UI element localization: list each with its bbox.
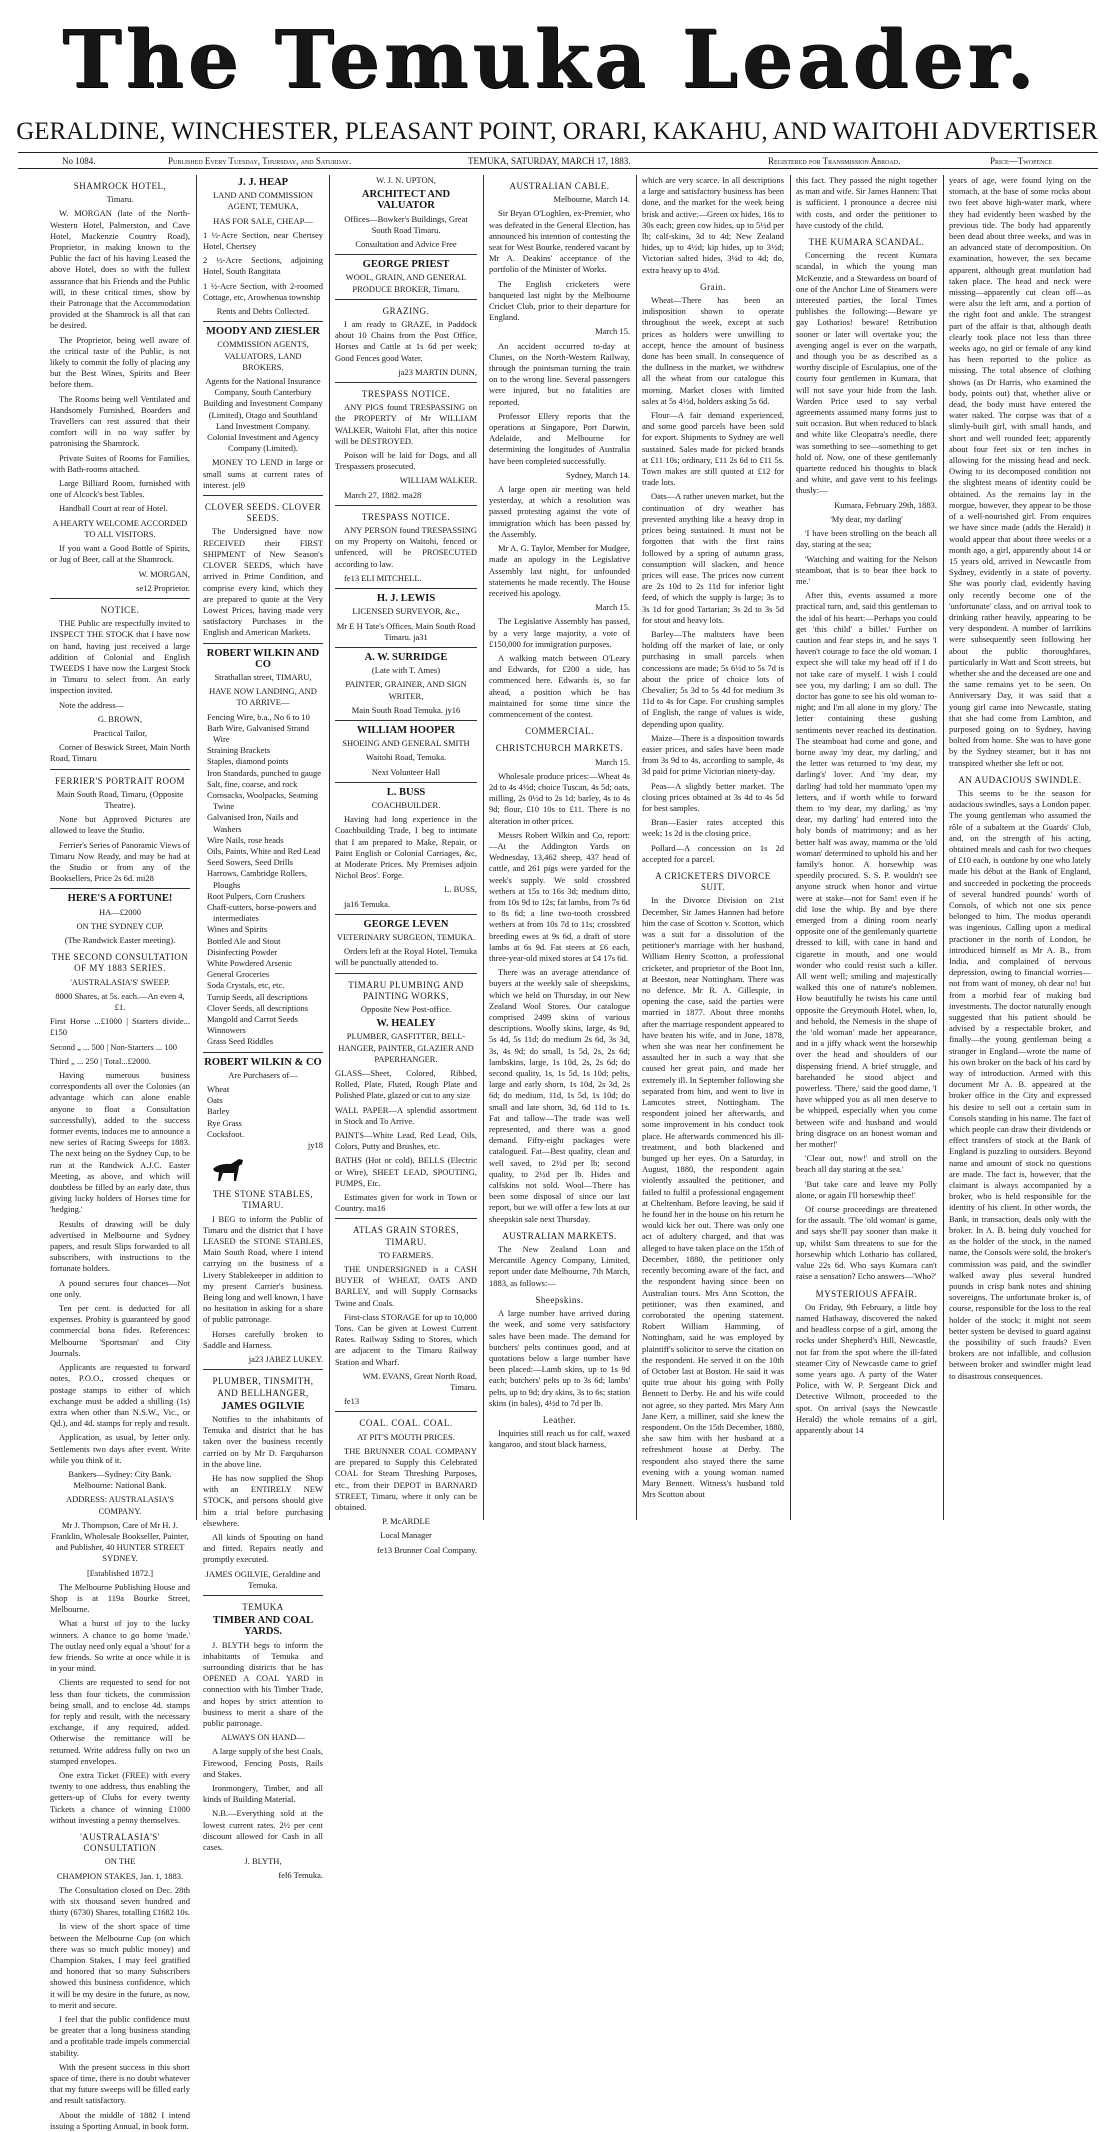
dateline: March 15.: [595, 756, 630, 767]
column-rule: [790, 175, 791, 1520]
ad-text: LICENSED SURVEYOR, &c.,: [352, 606, 460, 617]
ad-text: PLUMBER, GASFITTER, BELL-HANGER, PAINTER, GLAZIER AND PAPERHANGER.: [338, 1031, 474, 1064]
article-paragraph: The Legislative Assembly has passed, by a very large majority, a vote of £150,000 for immigration purposes.: [489, 616, 630, 649]
list-item: Wheat: [207, 1084, 230, 1095]
ad-text: 2 ½-Acre Sections, adjoining Hotel, South Rangitata: [203, 255, 323, 277]
letter-line: 'I have been strolling on the beach all day, staring at the sea;: [796, 528, 937, 550]
ad-text: Are Purchasers of—: [228, 1069, 298, 1080]
article-paragraph: This seems to be the season for audacious swindles, says a London paper. The young gentleman who assumed the rôle of a subaltern at the Guards' Club, and, on the strength of his acting, obtained meals and cash for two cheques of £10 each, is outdone by one who lately made his début at the Bank of England, and succeeded in pocketing the proceeds of several hundred pounds' worth of Consols, of which not one six pence belonged to him. The modus operandi was ingenious. Calling upon a medical practioner in the north of London, he introduced himself as Mr A. B., from India, and complained of nervous depression, owing to financial worries—not from want of money, oh dear no! but from a morbid fear of making bad investments. The doctor naturally enough suggested that his patient should be advised by a respectable broker, and finally—the young gentleman being a stranger in England—wrote the name of his own broker on the back of his card by way of introduction. Armed with this document Mr A. B. appeared at the broker office in the City and expressed his desire to sell out a certain sum in Consols standing in his name. The fact of which people can draw their dividends or effect transfers of stock at the Bank of England is puzzling to outsiders. Beyond name and amount of stock no questions are made. The fact is, however, that the claimant is always accompanied by a broker, who is held responsible for the identity of his client. In other words, the Bank, in transaction, deals only with the broker. In A. B. being duly vouched for as the holder of the stock, in the named name, the Consols were sold, the broker's commission was paid, and the swindler walked away plus several hundred pounds in crisp bank notes and shining sovereigns. The unfortunate broker is, of course, responsible for the loss to the real holder of the stock; it might not seem better system be devised to guard against the possibility of such frauds? Even brokers are not infallible, and collusion between broker and swindler might lead to disastrous consequences.: [949, 787, 1091, 1381]
list-item: Chaff-cutters, horse-powers and intermediates: [207, 901, 317, 924]
ad-text: None but Approved Pictures are allowed to leave the Studio.: [50, 814, 190, 836]
section-subheading: Leather.: [542, 1414, 577, 1425]
article-paragraph: this fact. They passed the night together as man and wife. Sir James Hannen: That is sufficient. I pronounce a decree nisi with costs, and order the petitioner to have custody of the child.: [796, 175, 938, 230]
article-paragraph: Barley—The maltsters have been holding off the market of late, or only purchasing in small parcels when concessions are made; 5s 6½d to 5s 7d is about the price of choice lots of Chevalier; 5s 3d to 5s 4d for medium 3s 11d to 4s for Cape. For crushing samples of English, the range of values is wide, depending upon quality.: [642, 628, 784, 729]
list-item: Disinfecting Powder: [207, 946, 278, 957]
dateline: March 15.: [595, 326, 630, 337]
ad-heading: WILLIAM HOOPER: [356, 724, 456, 736]
article-paragraph: Oats—A rather uneven market, but the continuation of dry weather has prevented anything like a heavy drop in prices being sustained. It must not be forgotten that with the first rains followed by a spring of autumn grass, consumption will slacken, and hence prices will ease. The prices now current are 2s 10d to 2s 11d for inferior light feed, of which the supply is large; 3s to 3s 1d for good Tartarian; 3s 2d to 3s 5d for stout and heavy lots.: [642, 491, 784, 625]
list-item: Seed Sowers, Seed Drills: [207, 857, 293, 868]
ad-text: If you want a Good Bottle of Spirits, or Jug of Beer, call at the Shamrock.: [50, 543, 190, 565]
ad-text: Main South Road, Timaru, (Opposite Theatre).: [56, 788, 184, 810]
ad-text: ALWAYS ON HAND—: [221, 1732, 305, 1743]
ad-text: I am ready to GRAZE, in Paddock about 10 Chains from the Post Office, Horses and Cattle at 1s 6d per week; Good Fences good Water.: [335, 319, 477, 363]
ad-text: Strathallan street, TIMARU,: [214, 671, 312, 682]
price: Price—Twopence: [990, 156, 1053, 166]
list-item: Wire Nails, rose heads: [207, 834, 284, 845]
dateline: Melbourne, March 14.: [553, 194, 630, 205]
column-rule: [196, 175, 197, 1520]
ad-signature: ja23 JABEZ LUKEY.: [203, 1354, 323, 1370]
list-item: Clover Seeds, all descriptions: [207, 1002, 309, 1013]
ad-heading: ROBERT WILKIN AND CO: [206, 647, 320, 670]
article-paragraph: After this, events assumed a more practical turn, and, said this gentleman to the idol of his heart:—Perhaps you could get 'this child' a billet.' Further on caution and fear steps in, and he says 'I haven't courage to face the old woman. I expect she will take my head off if I do not take care of myself. I wish I could see you, my darling; I am so dull. The doctor has gone to see his old woman to-night; and I'm all alone in my glory.' The letter containing these gushing sentiments never reached its destination. The steamboat had come and gone, and borne away 'my dear, my darling,' and the letter was returned to 'my dear, my darling's' lover. And 'my dear, my darling' had told her mammato 'open my letters, and if worth while to forward them to 'my dear, my darling,' as 'my dear, my darling' had entered into the holy bonds of matrimony; and as her better half was away, mamma or the 'old woman' determined to uphold his and her family's honor. A horsewhip was speedily procured. S. S. P. wouldn't see anyone struck when honor and virtue were at stake—not for Sam! even if he did lose the whip. By and bye there emerged from a dining room nearly opposite one of the gentlemanly quartette dressed to kill, with cane in hand and cigarette in mouth, and one would wonder who could resist such a killer. All went well; smiling and majestically walked this one of nature's noblemen. How beautifully he twists his cane until opposite the Greymouth Hotel, when, lo, and behold, the Nemesis in the shape of the 'old woman' made her appearance, and in a jiffy whack went the horsewhip over the head and shoulders of our dispensing friend. A brief struggle, and barehanded he stood abject and powerless. 'There,' said the good dame, 'I have whipped you as all men deserve to be whipped, especially when you come between wife and husband and would bring disgrace on an honest woman and her mother!': [796, 590, 937, 1150]
ad-text: W. J. N. UPTON,: [376, 175, 436, 185]
ad-text: GLASS—Sheet, Colored, Ribbed, Rolled, Plate, Fluted, Rough Plate and Polished Plate, glazed or cut to any size: [335, 1068, 477, 1101]
ad-signature: WILLIAM WALKER.: [399, 475, 477, 486]
ad-text: The Melbourne Publishing House and Shop is at 119a Bourke Street, Melbourne.: [50, 1581, 190, 1615]
article-paragraph: Sir Bryan O'Loghlen, ex-Premier, who was defeated in the General Election, has announced his intention of contesting the seat for West Bourke, rendered vacant by Mr A. Deakins' acceptance of the portfolio of the Minister of Works.: [489, 208, 630, 275]
ad-heading: H. J. LEWIS: [376, 593, 436, 605]
article-paragraph: Concerning the recent Kumara scandal, in which the young man McKenzie, and a Stewardess on board of one of the Anchor Line of Steamers were interested parties, the local Times publishes the following:—Beware ye gay Lotharios! beware! Retribution sooner or later will overtake you; the avenging angel is ever on the warpath, and though you be as described as a worthy disciple of Esculapius, one of the courty four gentlemen in Kumara, that will not save your hide from the lash. Warden Price used to say verbal agreements assumed many forms just to suit occasion. But when reduced to black and white like Cleopatra's needle, there was something to see—something to get hold of. Now, one of these gentlemanly quartette reduced his thoughts to black and white, and gave vent to his feelings thusly:—: [796, 250, 937, 496]
ad-text: 'AUSTRALASIA'S' SWEEP.: [70, 976, 170, 987]
ad-signature: fe13 Brunner Coal Company.: [376, 1544, 477, 1555]
ad-text: Estimates given for work in Town or Country. ma16: [335, 1192, 477, 1219]
ad-text: THE UNDERSIGNED is a CASH BUYER of WHEAT, OATS AND BARLEY, and will Supply Cornsacks Twine and Coals.: [335, 1264, 477, 1308]
ad-text: In view of the short space of time between the Melbourne Cup (on which there was so much public money) and Champion Stakes, I may feel gratified and honored that so many Subscribers showed this business confidence, which it will be my desire in the future, as now, to merit and secure.: [50, 1921, 190, 2010]
column-4: [489, 175, 630, 1520]
newspaper-title: The Temuka Leader.: [61, 12, 1039, 106]
ad-text: ON THE: [104, 1856, 136, 1867]
column-rule: [329, 175, 330, 1520]
column-5: [642, 175, 784, 1520]
horse-icon: [209, 1155, 249, 1183]
ad-text: I feel that the public confidence must be greater that a long business standing and a profitable trade impels commercial stability.: [50, 2014, 190, 2058]
ad-signature: L. BUSS,: [444, 884, 477, 895]
article-paragraph: 'But take care and leave my Polly alone, or again I'll horsewhip thee!': [796, 1178, 937, 1200]
ad-text: W. MORGAN (late of the North-Western Hotel, Palmerston, and Cave Hotel, Mackenzie Country Road), Proprietor, in making known to the Public the fact of his having Leased the above Hotel, does so with the fullest assurance that his Friends and the Public will, in these critical times, show by their Patronage that the Accommodation provided at the Shamrock is all that can be desired.: [50, 208, 190, 331]
column-rule: [483, 175, 484, 1520]
list-item: Cornsacks, Woolpacks, Seaming Twine: [207, 789, 319, 812]
article-paragraph: Wheat—There has been an indisposition shown to operate throughout the week, except at such prices as holders were unwilling to accept, hence the amount of business done has been small. In consequence of the dullness in the market, we withdrew all the wheat from our catalogue this morning. Market closes with limited sales at 5s 4½d, holders asking 5s 6d.: [642, 295, 784, 406]
section-heading: AN AUDACIOUS SWINDLE.: [958, 774, 1082, 785]
ad-text: Main South Road Temuka. jy16: [335, 705, 477, 721]
ad-heading: ATLAS GRAIN STORES, TIMARU.: [352, 1225, 460, 1247]
dateline: Sydney, March 14.: [565, 469, 630, 480]
article-paragraph: Pollard—A concession on 1s 2d accepted for a parcel.: [642, 842, 784, 864]
column-1: [50, 175, 191, 2131]
article-paragraph: An accident occurred to-day at Clunes, on the North-Western Railway, through the pointsman turning the train on to the wrong line. Several passengers were injured, but no fatalities are reported.: [489, 340, 630, 407]
ad-text: Large Billiard Room, furnished with one of Alcock's best Tables.: [50, 478, 190, 500]
ad-text: Poison will be laid for Dogs, and all Trespassers prosecuted.: [335, 450, 477, 472]
article-paragraph: The English cricketers were banqueted last night by the Melbourne Cricket Club, prior to their departure for England.: [489, 278, 630, 323]
ad-text: COACHBUILDER.: [371, 799, 441, 810]
ad-text: TO FARMERS.: [378, 1249, 434, 1260]
ad-text: THE BRUNNER COAL COMPANY are prepared to Supply this Celebrated COAL for Steam Threshing Purposes, etc., from their DEPOT in BARNARD STREET, Timaru, where it only can be obtained.: [335, 1445, 477, 1512]
ad-heading: PLUMBER, TINSMITH, AND BELLHANGER,: [212, 1376, 314, 1398]
ad-text: ON THE SYDNEY CUP.: [76, 920, 164, 931]
article-paragraph: On Friday, 9th February, a little boy named Hathaway, discovered the naked and headless corpse of a girl, among the rocks under Shepherd's Hill, Newcastle, not far from the spot where the ill-fated steamer City of Newcastle came to grief some years ago. A party of the Water Police, with W. P. Sergeant Dick and Detective Wilmott, proceeded to the spot. On arrival (says the Newcastle Herald) the whole remains of a girl, apparently about 14: [796, 1301, 937, 1435]
ad-heading: NOTICE.: [100, 604, 140, 615]
ad-text: COMMISSION AGENTS, VALUATORS, LAND BROKERS.: [217, 339, 309, 372]
ad-heading: THE SECOND CONSULTATION OF MY 1883 SERIES.: [51, 952, 189, 974]
ad-signature: JAMES OGILVIE, Geraldine and Temuka.: [203, 1569, 323, 1596]
ad-text: Application, as usual, by letter only. Settlements two days after event. Write while you think of it.: [50, 1432, 190, 1465]
ad-text: Second „ ... 500 | Non-Starters ... 100: [50, 1041, 178, 1052]
ad-heading: HERE'S A FORTUNE!: [67, 893, 173, 905]
list-item: Staples, diamond points: [207, 756, 289, 767]
ad-heading: GEORGE LEVEN: [363, 918, 449, 930]
list-item: Winnowers: [207, 1025, 246, 1036]
column-6: [796, 175, 937, 1520]
article-paragraph: Bran—Easier rates accepted this week; 1s 2d is the closing price.: [642, 817, 784, 839]
ad-heading: SHAMROCK HOTEL,: [73, 181, 167, 191]
ad-text: CHAMPION STAKES, Jan. 1, 1883.: [56, 1870, 184, 1881]
ad-signature: ja23 MARTIN DUNN,: [335, 367, 477, 383]
ad-text: WALL PAPER—A splendid assortment in Stock and To Arrive.: [335, 1104, 477, 1126]
article-paragraph: Wholesale produce prices:—Wheat 4s 2d to 4s 4½d; choice Tuscan, 4s 5d; oats, milling, 2s 0½d to 2s 1d; barley, 4s to 4s 9d; flour, £10 10s to £11. There is no alteration in other prices.: [489, 770, 630, 826]
column-2: [203, 175, 323, 1881]
column-rule: [636, 175, 637, 1520]
ad-text: Handball Court at rear of Hotel.: [59, 503, 168, 514]
ad-text: 8000 Shares, at 5s. each.—An even 4, £1.: [55, 990, 185, 1012]
registration-note: Registered for Transmission Abroad.: [768, 156, 901, 166]
list-item: Galvanised Iron, Nails and Washers: [207, 812, 299, 834]
section-heading: A CRICKETERS DIVORCE SUIT.: [655, 870, 771, 893]
ad-text: BATHS (Hot or cold), BELLS (Electric or Wire), SHEET LEAD, SPOUTING, PUMPS, Etc.: [335, 1155, 477, 1188]
ad-text: ANY PIGS found TRESPASSING on the PROPERTY of Mr WILLIAM WALKER, Waitohi Flat, after this notice will be DESTROYED.: [335, 402, 477, 446]
list-item: Harrows, Cambridge Rollers, Ploughs: [207, 868, 308, 890]
ad-text: About the middle of 1882 I intend issuing a Sporting Annual, in book form.: [50, 2109, 190, 2131]
publication-schedule: Published Every Tuesday, Thursday, and Saturday.: [168, 156, 352, 166]
ad-heading: L. BUSS: [386, 786, 426, 798]
issue-number: No 1084.: [62, 156, 96, 166]
list-item: Barley: [207, 1106, 230, 1117]
ad-text: Ferrier's Series of Panoramic Views of Timaru Now Ready, and may be had at the Studio or from any of the Booksellers, Price 2s 6d. mi28: [50, 840, 190, 890]
ad-text: Corner of Beswick Street, Main North Road, Timaru: [50, 742, 190, 769]
section-heading: COMMERCIAL.: [525, 726, 594, 737]
ad-heading: 'AUSTRALASIA'S' CONSULTATION: [80, 1832, 160, 1854]
ad-text: The Undersigned have now RECEIVED their FIRST SHIPMENT of New Season's CLOVER SEEDS, which have arrived in Prime Condition, and comprise every kind, which they are prepared to quote at the Very Lowest Prices, having made very satisfactory Purchases in the English and American Markets.: [203, 526, 323, 643]
section-subheading: Grain.: [700, 281, 726, 292]
ad-text: Mr J. Thompson, Care of Mr H. J. Franklin, Wholesale Bookseller, Painter, and Publisher, 40 HUNTER STREET SYDNEY.: [51, 1519, 189, 1564]
ad-text: MONEY TO LEND in large or small sums at current rates of interest. jel9: [203, 457, 323, 496]
ad-text: I BEG to inform the Public of Timaru and the district that I have LEASED the STONE STABLES, Main South Road, where I intend carrying on the business of a Livery Stablekeeper in addition to my present Carrier's business. Being long and well known, I have no hesitation in asking for a share of public patronage.: [203, 1213, 323, 1325]
ad-signature: J. BLYTH,: [244, 1856, 282, 1867]
ad-text: Notifies to the inhabitants of Temuka and district that he has taken over the business recently carried on by Mr D. Farquharson in the above line.: [203, 1413, 323, 1469]
ad-heading: A. W. SURRIDGE: [364, 651, 448, 663]
article-paragraph: In the Divorce Division on 21st December, Sir James Hannen had before him the case of Scotton v. Scotton, which was a suit for a dissolution of the petitioner's marriage with her husband, William Henry Scotton, a professional cricketer, and proprietor of the Boot Inn, at Beeston, near Nottingham. There was no defence. Mr R. A. Gillespie, in opening the case, said the parties were married in 1877. About three months after the marriage respondent appeared to have beaten his wife, and in June, 1878, when she was near her confinement he assaulted her in such a way that she caused her great pain, and made her extremely ill. In September following she separated from him, and went to live in Lamcotes street, Nottingham. The respondent joined her afterwards, and some improvement in his conduct took place. He afterwards commenced his ill-treatment, and both blackened and bunged up her eyes. On a Saturday, in August, 1880, the respondent again violently assaulted the petitioner, and failed to fulfil a professional engagement at Cheltenham. Before leaving, he said if he found her in the house on his return he would kick her out. There was only one act of adultery charged, and that was alleged to have taken place on the 15th of December, 1880, the petitioner only recently becoming aware of the fact, and the respondent having since been on Australian tours. Mrs Ann Scotton, the petitioner, was then examined, and corroborated the opening statement. Robert William Hamming, of Nottingham, said he was employed by plaintiff's solicitor to serve the citation on the respondent. He served it on the 10th of October last at Boston. He said it was quite true about his going with Polly Bennett to Derby. He and his wife could not agree, so they parted. Mrs Mary Ann Jane Kerr, a milliner, said she knew the respondent. On the 15th December, 1880, she saw him with her husband at a refreshment house at Derby. The respondent also stayed there the same evening with a young woman named Mary Bennett. Witness's husband told Mrs Scotton about: [642, 895, 784, 1500]
ad-signature: P. McARDLE: [382, 1516, 430, 1527]
list-item: Oats: [207, 1095, 223, 1106]
article-paragraph: which are very scarce. In all descriptions a large and satisfactory business has been done, and the market for the week being brisk and active:—Green ox hides, 16s to 30s each; green cow hides, up to 5½d per lb; calf-skins, 3d to 4d; New Zealand hides, up to 4½d; kip hides, up to 3½d; Victorian salted hides, 3¼d to 4d; do, extra heavy up to 4½d.: [642, 175, 784, 275]
ad-text: Note the address—: [59, 699, 125, 710]
ad-text: Ten per cent. is deducted for all expenses. Probity is guaranteed by good commercial bona fides. References: Melbourne 'Sportsman' and City Journals.: [50, 1303, 190, 1358]
article-paragraph: Messrs Robert Wilkin and Co, report:—At the Addington Yards on Wednesday, 13,462 sheep, 437 head of cattle, and 261 pigs were yarded for the week's supply. We sold crossbred wethers at 15s to 16s 3d; medium ditto, from 10s 9d to 12s; fat lambs, from 7s 6d to 8s 6d; a line two-tooth crossbred wethers at from 10s 7d to 11s; crossbred breeding ewes at 9s 6d, a draft of store lambs at 6s 9d. Fat steers at £6 each, three-year-old mixed stores at £4 17s 6d.: [489, 829, 630, 963]
ad-text: [Established 1872.]: [86, 1567, 154, 1578]
ad-text: He has now supplied the Shop with an ENTIRELY NEW STOCK, and persons should give him a trial before purchasing elsewhere.: [203, 1472, 323, 1528]
article-paragraph: Of course proceedings are threatened for the assault. 'The 'old woman' is game, and says she'll pay sooner than make it up, whilst Sam threatens to sue for the horsewhip which Lothario has collared, value 22s 6d. Who says Kumara can't raise a sensation? Echo answers—'Who?': [796, 1204, 937, 1282]
list-item: Iron Standards, punched to gauge: [207, 767, 322, 778]
ad-text: N.B.—Everything sold at the lowest current rates. 2½ per cent discount allowed for Cash in all cases.: [203, 1808, 323, 1853]
ad-text: A large supply of the best Coals, Firewood, Fencing Posts, Rails and Stakes.: [203, 1746, 323, 1779]
list-item: Grass Seed Riddles: [207, 1036, 274, 1047]
list-item: White Powdered Arsenic: [207, 958, 292, 968]
letter-line: 'My dear, my darling': [830, 513, 903, 524]
list-item: Oils, Paints, White and Red Lead: [207, 845, 321, 856]
section-subheading: CHRISTCHURCH MARKETS.: [495, 743, 624, 754]
ad-text: Waitohi Road, Temuka.: [365, 752, 447, 763]
ad-text: Third „ ... 250 | Total...£2000.: [50, 1055, 152, 1066]
ad-heading: MOODY AND ZIESLER: [206, 326, 320, 338]
ad-text: Private Suites of Rooms for Families, with Bath-rooms attached.: [50, 452, 190, 474]
ad-text: Having had long experience in the Coachbuilding Trade, I beg to intimate that I am prepared to Make, Repair, or Paint English or Colonial Carriages, &c, at Moderate Prices. My Premises adjoin Nichol Bros'. Forge.: [335, 814, 477, 881]
ad-text: What a burst of joy to the lucky winners. A chance to go home 'made.' The outlay need only equal a 'shout' for a few friends. So write at once while it is in your mind.: [50, 1618, 190, 1674]
article-paragraph: Peas—A slightly better market. The closing prices obtained at 3s 4d to 4s 5d for best samples.: [642, 780, 784, 813]
ad-text: VETERINARY SURGEON, TEMUKA.: [336, 931, 476, 942]
ad-text: All kinds of Spouting on hand and fitted. Repairs neatly and promptly executed.: [203, 1531, 323, 1565]
ad-text: The Rooms being well Ventilated and Handsomely Furnished, Boarders and Travellers can rest assured that their comfort will in no way suffer by patronising the Shamrock.: [50, 393, 190, 449]
ad-text: Bankers—Sydney: City Bank. Melbourne: National Bank.: [68, 1468, 172, 1491]
ad-text: Next Volunteer Hall: [335, 767, 477, 783]
ad-signature: fe13 ELI MITCHELL.: [335, 573, 477, 589]
article-paragraph: Flour—A fair demand experienced, and some good parcels have been sold for export. Shipments to Sydney are well sustained. Sales made for picked brands at £11 10s; ordinary, £11 2s 6d to £11 5s. Town makes are still quoted at £12 for trade lots.: [642, 410, 784, 488]
section-heading: AUSTRALIAN CABLE.: [509, 181, 610, 191]
article-paragraph: A walking match between O'Leary and Edwards, for £200 a side, has commenced here. Edwards is, so far ahead, a position which he has maintained for some time since the commencement of the contest.: [489, 652, 630, 719]
list-item: Cocksfoot.: [207, 1128, 245, 1139]
ad-text: AT PIT'S MOUTH PRICES.: [357, 1431, 455, 1442]
list-item: Barb Wire, Galvanised Strand Wire: [207, 722, 309, 744]
ad-text: HA—£2000: [98, 906, 142, 917]
ad-text: (Late with T. Ames): [371, 665, 441, 676]
ad-signature: March 27, 1882. ma28: [335, 490, 477, 506]
ad-signature: W. MORGAN,: [138, 568, 190, 579]
ad-heading: JAMES OGILVIE: [221, 1400, 305, 1412]
ad-text: 1 ½-Acre Section, near Chertsey Hotel, Chertsey: [203, 229, 323, 252]
ad-text: First Horse ...£1000 | Starters divide...£150: [50, 1016, 190, 1038]
ad-heading: TIMARU PLUMBING AND PAINTING WORKS,: [348, 979, 464, 1001]
ad-heading: CLOVER SEEDS. CLOVER SEEDS.: [204, 502, 322, 524]
ad-text: ADDRESS: AUSTRALASIA'S COMPANY.: [65, 1494, 175, 1516]
ad-text: (The Randwick Easter meeting).: [64, 934, 176, 945]
list-item: Mangold and Carrot Seeds: [207, 1014, 298, 1025]
ad-text: The Consultation closed on Dec. 28th with six thousand seven hundred and thirty (6730) Shares, totalling £1682 10s.: [50, 1884, 191, 1918]
ad-text: Having numerous business correspondents all over the Colonies (an advantage which can alone enable anyone to float a Consultation successfully), added to the success former events, induces me to announce a new series of Racing Sweeps for 1883. The next being on the Sydney Cup, to be run at the Randwick A.J.C. Easter Meeting, as above, and which will doubtless be filled by an early date, thus giving lucky holders of Horses time for 'hedging.': [50, 1070, 190, 1215]
ad-text: First-class STORAGE for up to 10,000 Tons. Can be given at Lowest Current Rates. Railway Siding to Stores, which are adjacent to the Timaru Railway Station and Wharf.: [335, 1311, 478, 1367]
article-paragraph: Maize—There is a disposition towards easier prices, and sales have been made from 3s 9d to 4s, according to sample, 4s 3d paid for prime Victorian ninety-day.: [642, 732, 784, 777]
ad-heading: GEORGE PRIEST: [362, 259, 450, 271]
article-paragraph: Inquiries still reach us for calf, waxed kangaroo, and stout black harness,: [489, 1428, 630, 1450]
ad-text: The Proprietor, being well aware of the critical taste of the Public, is not likely to commit the folly of placing any but the Best Wines, Spirits and Beer before them.: [50, 334, 190, 390]
ad-text: ANY PERSON found TRESPASSING on my Property on Waitohi, fenced or unfenced, will be PROSECUTED according to law.: [335, 525, 477, 569]
column-7: [949, 175, 1091, 1520]
letter-line: 'Watching and waiting for the Nelson steamboat, that is to bear thee back to me.': [796, 553, 937, 586]
ad-text: Orders left at the Royal Hotel, Temuka will be punctually attended to.: [335, 946, 477, 973]
ad-text: Consultation and Advice Free: [335, 239, 477, 255]
ad-text: Agents for the National Insurance Company, South Canterbury Building and Investment Company (Limited), Otago and Southland Land Investment Company. Colonial Investment and Agency Company (Limited).: [203, 376, 323, 454]
ad-heading: TRESPASS NOTICE.: [361, 511, 451, 522]
article-paragraph: A large number have arrived during the week, and some very satisfactory sales have been made. The demand for butchers' pelts continues good, and at quotations below a large number have been placed:—Lamb skins, up to 1s 9d each; butchers' pelts up to 3s 6d; lambs' pelts, up to 9d; dry skins, 3s to 6s; station skins (in bales), 4½d to 7d per lb.: [489, 1308, 630, 1408]
ad-heading: TEMUKA: [242, 1601, 284, 1612]
ad-signature: WM. EVANS, Great North Road, Timaru.: [362, 1370, 477, 1393]
list-item: Salt, fine, coarse, and rock: [207, 778, 298, 789]
ad-heading: FERRIER'S PORTRAIT ROOM: [55, 775, 185, 786]
ad-signature: fel6 Temuka.: [278, 1870, 323, 1881]
column-rule: [943, 175, 944, 1520]
ad-text: J. BLYTH begs to inform the inhabitants of Temuka and surrounding districts that he has OPENED A COAL YARD in connection with his Timber Trade, and hopes by strict attention to business to merit a share of the public patronage.: [203, 1639, 323, 1728]
masthead: [0, 0, 1114, 158]
list-item: Fencing Wire, b.a., No 6 to 10: [207, 711, 310, 722]
newspaper-subtitle: GERALDINE, WINCHESTER, PLEASANT POINT, ORARI, KAKAHU, AND WAITOHI ADVERTISER: [16, 118, 1098, 145]
ad-text: With the present success in this short space of time, there is no doubt whatever that my future sweeps will be filled early and result satisfactory.: [50, 2061, 190, 2106]
list-item: Bottled Ale and Stout: [207, 935, 281, 946]
list-item: General Groceries: [207, 969, 270, 980]
ad-heading: TRESPASS NOTICE.: [361, 389, 451, 400]
article-paragraph: There was an average attendance of buyers at the weekly sale of sheepskins, which we held on Thursday, in our New Zealand Wool Stores. Our catalogue comprised 2499 skins of various descriptions. Woolly skins, large, 4s 9d, 5s 4d, 5s 11d; do medium 2s 6d, 3s 3d, 3s, 4s 9d; do small, 1s 5d, 2s, 2s 6d; lambskins, large, 1s 10d, 2s, 2s 6d; do second quality, 1s, 1s 5d, 1s 10d; pelts, large and early shorn, 1s 10d, 2s 3d, 2s 6d; do medium, 11d, 1s 5d, 1s 10d; do small and late shorn, 3d, 6d 11d to 1s. Fat and tallow—The trade was well represented, and there was a good demand. Fifty-eight packages were catalogued. Fat—Best quality, clean and well saved, to 2½d per lb; second quality, to 2½d per lb. Hides and calfskins not sold. Wool—There has been some disposal of since our last report, but we will offer a few lots at our sheepskin sale next Thursday.: [489, 967, 630, 1224]
ad-text: Applicants are requested to forward notes, P.O.O., crossed cheques or postage stamps to either of which exchange must be added a shilling (1s) extra when other than N.S.W., Vic., or Qd.), and 4d. stamps for reply and result.: [50, 1362, 190, 1429]
ad-text: WOOL, GRAIN, AND GENERAL PRODUCE BROKER, Timaru.: [335, 272, 477, 299]
masthead-rule-bottom: [18, 168, 1098, 169]
article-paragraph: Professor Ellery reports that the operations at Singapore, Port Darwin, Adelaide, and Melbourne for determining the longitudes of Australia have been completed successfully.: [489, 410, 630, 466]
list-item: Root Pulpers, Corn Crushers: [207, 890, 305, 901]
list-item: Rye Grass: [207, 1117, 242, 1128]
dateline: Kumara, February 29th, 1883.: [834, 499, 937, 510]
ad-heading: GRAZING.: [382, 305, 430, 316]
ad-text: Clients are requested to send for not less than four tickets, the commission being small, and to enclose 4d. stamps for reply and result, with the necessary exchange, if any required, added. Otherwise the remittance will be returned. Write address fully on two un stamped envelopes.: [50, 1677, 190, 1766]
ad-text: 1 ½-Acre Section, with 2-roomed Cottage, etc, Arowhenua township: [203, 280, 323, 302]
article-paragraph: 'Clear out, now!' and stroll on the beach all day staring at the sea.': [796, 1153, 937, 1175]
column-3: [335, 175, 478, 1555]
ad-heading: ROBERT WILKIN & CO: [204, 1056, 322, 1068]
ad-text: HAS FOR SALE, CHEAP—: [213, 215, 313, 226]
ad-text: jy18: [307, 1140, 323, 1151]
ad-heading: W. HEALEY: [376, 1018, 436, 1030]
article-paragraph: years of age, were found lying on the stomach, at the base of some rocks about two feet above high-water mark, where they had evidently been washed by the previous tide. The body had apparently been dead about three weeks, and was in an advanced state of decomposition. On examination, however, the sex became apparent, although great mutilation had taken place. The head and neck were missing—apparently cut clean off—as were also the left arm, and a portion of the right foot and ankle. The strangest part of the affair is that, although death clearly took place not less than three weeks ago, no girl or female of any kind has been reported to the police as missing. The total absence of clothing shows (as Dr Harris, who examined the body, points out) that, whether alive or dead, the body must have entered the water naked. The corpse was that of a slimly-built girl, with small hands, and short and well rounded feet; apparently about four feet six or ten inches in allowing for the missing head and neck. Owing to its decomposed condition not the slightest means of identity could be obtained. As the remains lay in the morgue, however, they appear to be those of a well-nourished girl. From enquires we have since made (adds the Herald) it would appear that about three weeks or a month ago, a girl, apparently about 14 or 15 years old, arrived in Newcastle from Sydney, evidently in a state of poverty. She was poorly clad, evidently having only recently become one of the 'unfortunate' class, and on arrival took to drinking rather heavily, appearing to be very despondent. A number of larrikins were subsequently seen following her about the public thoroughfares, particularly in Watt and Scott streets, but whether she and the deceased are one and the same remains yet to be seen. On Anniversary Day, it was said that a young girl came into Newcastle, stating that she had come from Lambton, and purposed going on to Sydney, having bolted from home. She was to have gone by the Sydney steamer, but it has not transpired whether she left or not.: [949, 175, 1091, 768]
ad-text: SHOEING AND GENERAL SMITH: [342, 738, 470, 749]
masthead-rule-top: [18, 152, 1098, 153]
ad-text: Offices—Bowker's Buildings, Great South Road Timaru.: [344, 213, 468, 235]
ad-signature: se12 Proprietor.: [50, 583, 190, 599]
ad-signature: fe13: [335, 1396, 477, 1412]
list-item: Soda Crystals, etc, etc.: [207, 980, 285, 991]
ad-text: Ironmongery, Timber, and all kinds of Building Material.: [203, 1783, 323, 1805]
list-item: Straining Brackets: [207, 745, 271, 756]
section-subheading: Sheepskins.: [535, 1294, 584, 1305]
ad-text: Horses carefully broken to Saddle and Harness.: [203, 1328, 323, 1350]
ad-subheading: Timaru.: [106, 194, 134, 205]
dateline: March 15.: [595, 602, 630, 613]
ad-text: A HEARTY WELCOME ACCORDED TO ALL VISITORS.: [52, 517, 188, 539]
section-heading: THE KUMARA SCANDAL.: [808, 237, 925, 248]
ad-text: PAINTER, GRAINER, AND SIGN WRITER,: [345, 679, 467, 701]
ad-text: Rents and Debts Collected.: [203, 306, 323, 322]
ad-signature: Practical Tailor,: [93, 727, 147, 738]
ad-text: LAND AND COMMISSION AGENT, TEMUKA,: [212, 190, 314, 212]
ad-text: Opposite New Post-office.: [360, 1003, 452, 1014]
ad-text: THE Public are respectfully invited to INSPECT THE STOCK that I have now on hand, having just received a large addition of Colonial and English TWEEDS I have now the Largest Stock in Timaru to select from. An early inspection invited.: [50, 618, 190, 696]
ad-text: Results of drawing will be duly advertised in Melbourne and Sydney papers, and result Slips forwarded to all subscribers, with instructions to the fortunate holders.: [50, 1218, 190, 1274]
ad-signature: ja16 Temuka.: [335, 899, 477, 915]
ad-heading: THE STONE STABLES, TIMARU.: [212, 1189, 314, 1211]
article-paragraph: The New Zealand Loan and Mercantile Agency Company, Limited, report under date Melbourne, 7th March, 1883, as follows:—: [489, 1244, 630, 1288]
list-item: Turnip Seeds, all descriptions: [207, 991, 308, 1002]
produce-list: [203, 1084, 323, 1140]
ad-signature: Local Manager: [380, 1530, 432, 1541]
goods-list: [203, 712, 323, 1053]
ad-heading: ARCHITECT AND VALUATOR: [361, 189, 451, 212]
ad-text: A pound secures four chances—Not one only.: [50, 1277, 190, 1299]
article-paragraph: Mr A. G. Taylor, Member for Mudgee, made an apology in the Legislative Assembly last night, for unfounded statements he made recently. The House received his apology.: [489, 543, 630, 598]
ad-text: One extra Ticket (FREE) with every twenty to one address, thus enabling the getters-up of Clubs for every twenty Tickets a chance of winning £1000 without investing a penny themselves.: [50, 1770, 190, 1825]
ad-heading: TIMBER AND COAL YARDS.: [212, 1615, 314, 1638]
ad-text: PAINTS—White Lead, Red Lead, Oils, Colors, Putty and Brushes, etc.: [335, 1130, 477, 1152]
section-heading: AUSTRALIAN MARKETS.: [502, 1230, 617, 1241]
list-item: Wines and Spirits: [207, 924, 268, 935]
ad-heading: COAL. COAL. COAL.: [359, 1418, 453, 1429]
dateline: TEMUKA, SATURDAY, MARCH 17, 1883.: [468, 156, 631, 166]
ad-text: HAVE NOW LANDING, AND TO ARRIVE—: [209, 686, 317, 708]
ad-signature: G. BROWN,: [97, 713, 143, 724]
section-heading: MYSTERIOUS AFFAIR.: [815, 1288, 918, 1299]
ad-text: Mr E H Tate's Offices, Main South Road Timaru. ja31: [335, 621, 477, 648]
article-paragraph: A large open air meeting was held yesterday, at which a resolution was passed protesting against the vote of immigration which has been passed by the Assembly.: [489, 484, 630, 539]
ad-heading: J. J. HEAP: [237, 177, 289, 188]
